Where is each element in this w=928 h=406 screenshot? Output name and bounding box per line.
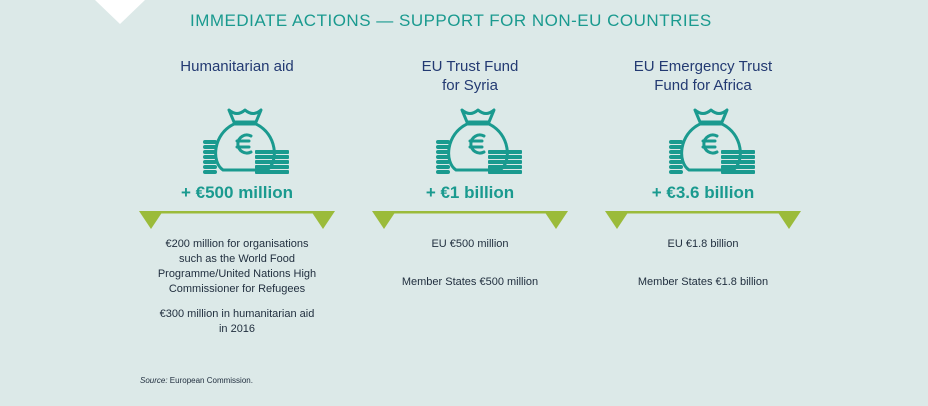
details-list	[139, 237, 335, 347]
detail-item: Member States €1.8 billion	[637, 276, 769, 288]
money-bag-with-coins-icon	[667, 104, 757, 176]
source-text: European Commission.	[167, 376, 253, 385]
column-eu-trust-fund-syria	[372, 0, 568, 406]
column-eu-emergency-trust-fund-africa	[605, 0, 801, 406]
amount-value: + €3.6 billion	[651, 183, 755, 202]
detail-item: €300 million in humanitarian aid in 2016	[159, 308, 315, 335]
details-list	[605, 237, 801, 300]
details-list	[372, 237, 568, 300]
page-title: IMMEDIATE ACTIONS — SUPPORT FOR NON-EU COUNTRIES	[190, 11, 712, 30]
column-heading: EU Emergency Trust Fund for Africa	[633, 58, 773, 94]
detail-item: EU €1.8 billion	[667, 238, 739, 250]
detail-item: EU €500 million	[431, 238, 509, 250]
column-heading: EU Trust Fund for Syria	[421, 58, 519, 94]
detail-item: Member States €500 million	[401, 276, 539, 288]
detail-item: €200 million for organisations such as the World Food Programme/United Nations High Commissioner for Refugees	[157, 238, 317, 295]
green-bracket-divider	[139, 211, 335, 233]
corner-notch	[95, 0, 145, 24]
source-label: Source:	[140, 376, 168, 385]
green-bracket-divider	[605, 211, 801, 233]
column-heading: Humanitarian aid	[180, 58, 294, 75]
source-note	[140, 376, 253, 385]
column-humanitarian-aid	[139, 0, 335, 406]
amount-value: + €500 million	[181, 183, 293, 202]
money-bag-with-coins-icon	[434, 104, 524, 176]
amount-value: + €1 billion	[425, 183, 515, 202]
green-bracket-divider	[372, 211, 568, 233]
money-bag-with-coins-icon	[201, 104, 291, 176]
